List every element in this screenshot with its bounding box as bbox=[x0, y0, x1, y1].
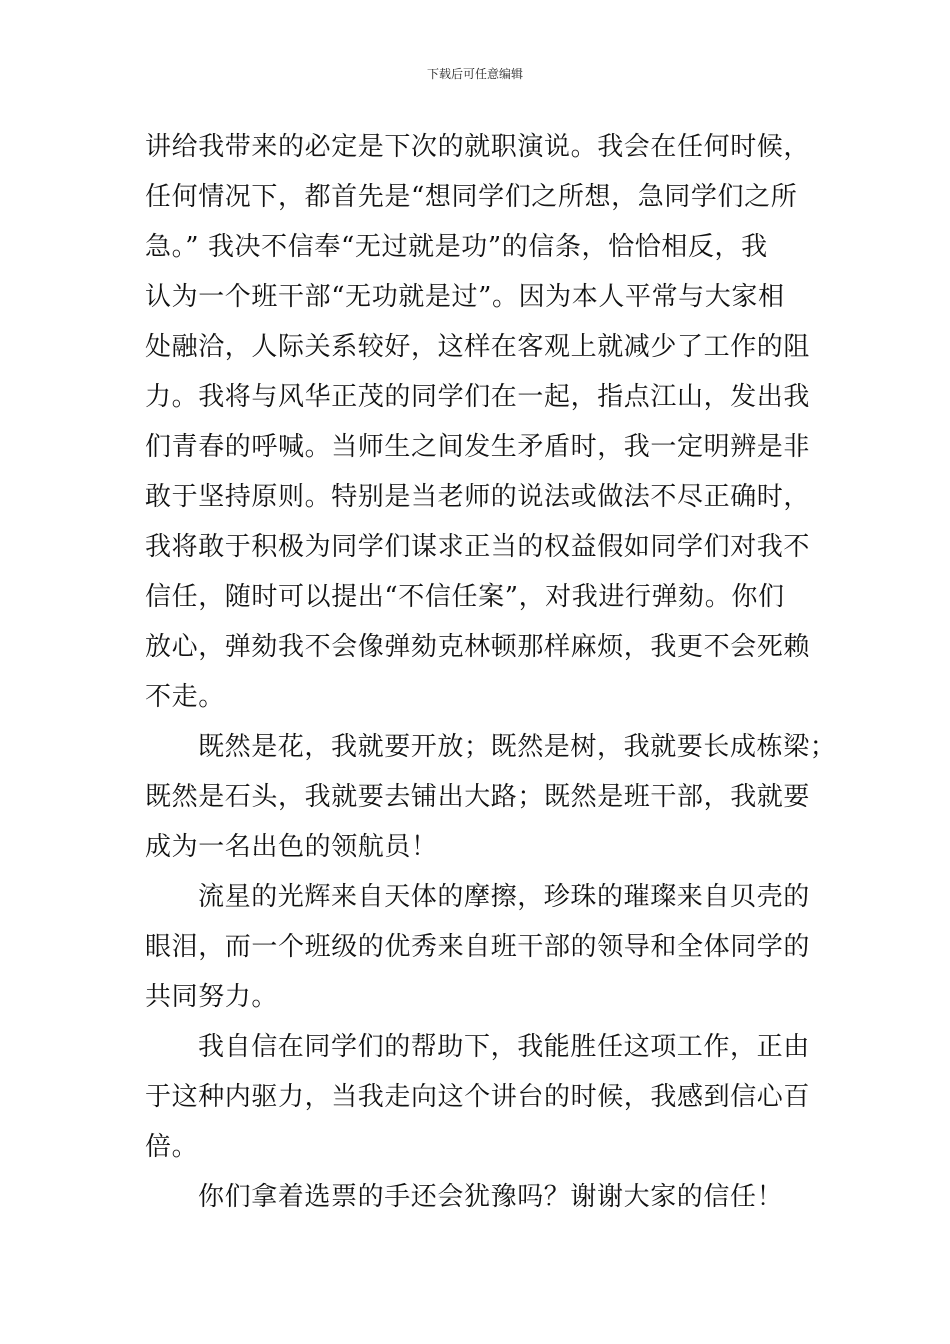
text-line: 放心，弹劾我不会像弹劾克林顿那样麻烦，我更不会死赖 bbox=[145, 632, 811, 662]
page-header: 下载后可任意编辑 bbox=[426, 67, 523, 81]
text-line: 成为一名出色的领航员！ bbox=[145, 832, 438, 862]
text-line: 任何情况下，都首先是“想同学们之所想，急同学们之所 bbox=[145, 182, 798, 212]
text-line: 共同努力。 bbox=[145, 982, 279, 1012]
text-line: 于这种内驱力，当我走向这个讲台的时候，我感到信心百 bbox=[145, 1082, 811, 1112]
text-line: 们青春的呼喊。当师生之间发生矛盾时，我一定明辨是非 bbox=[145, 432, 811, 462]
text-line: 既然是石头，我就要去铺出大路；既然是班干部，我就要 bbox=[145, 782, 811, 812]
text-line: 讲给我带来的必定是下次的就职演说。我会在任何时候， bbox=[145, 132, 811, 162]
text-line: 倍。 bbox=[145, 1132, 199, 1162]
text-line: 急。” 我决不信奉“无过就是功”的信条，恰恰相反，我 bbox=[145, 232, 768, 262]
text-line: 认为一个班干部“无功就是过”。因为本人平常与大家相 bbox=[145, 282, 785, 312]
text-line: 我将敢于积极为同学们谋求正当的权益假如同学们对我不 bbox=[145, 532, 811, 562]
text-line: 眼泪，而一个班级的优秀来自班干部的领导和全体同学的 bbox=[145, 932, 811, 962]
text-line: 力。我将与风华正茂的同学们在一起，指点江山，发出我 bbox=[145, 382, 811, 412]
text-line: 不走。 bbox=[145, 682, 225, 712]
text-line: 处融洽，人际关系较好，这样在客观上就减少了工作的阻 bbox=[145, 332, 811, 362]
closing-line: 你们拿着选票的手还会犹豫吗？谢谢大家的信任！ bbox=[198, 1182, 784, 1212]
text-line: 信任，随时可以提出“不信任案”，对我进行弹劾。你们 bbox=[145, 582, 785, 612]
paragraph-first-line: 我自信在同学们的帮助下，我能胜任这项工作，正由 bbox=[198, 1032, 810, 1062]
paragraph-first-line: 流星的光辉来自天体的摩擦，珍珠的璀璨来自贝壳的 bbox=[198, 882, 810, 912]
paragraph-first-line: 既然是花，我就要开放；既然是树，我就要长成栋梁； bbox=[198, 732, 837, 762]
text-line: 敢于坚持原则。特别是当老师的说法或做法不尽正确时， bbox=[145, 482, 811, 512]
